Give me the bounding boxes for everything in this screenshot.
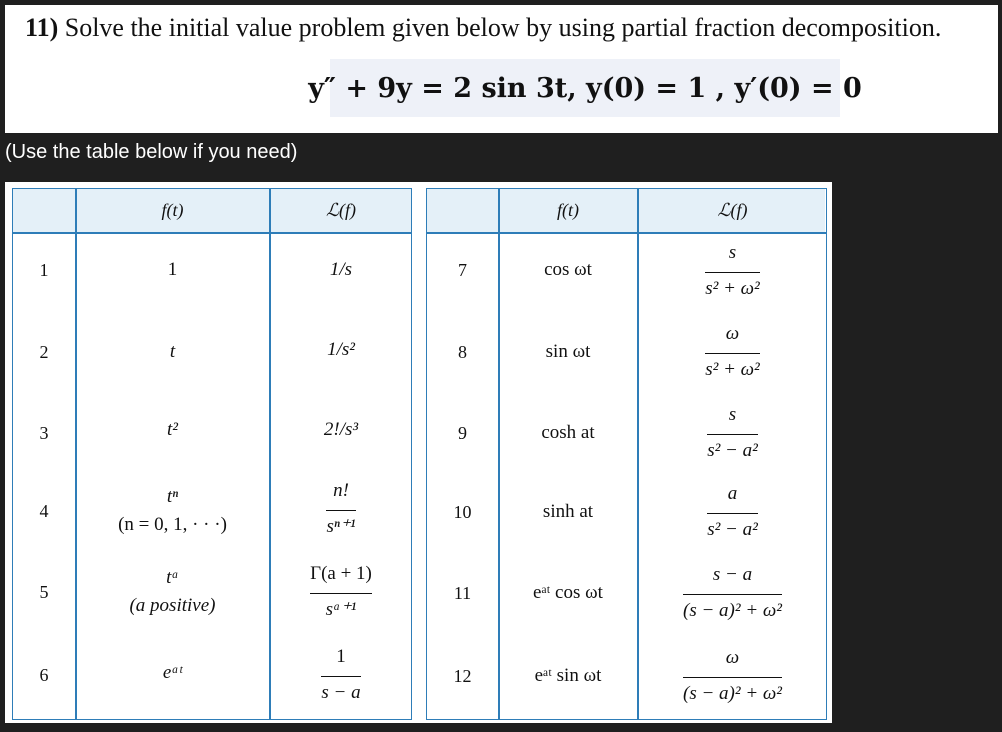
laplace-cell: [638, 558, 827, 628]
laplace-cell: [270, 412, 412, 448]
fraction-bar: [310, 593, 372, 594]
right-header-divider: [426, 232, 827, 234]
laplace-denominator: s² + ω²: [705, 358, 760, 380]
fraction-bar: [683, 594, 782, 595]
left-header-laplace: ℒ(f): [326, 200, 356, 220]
question-card: [5, 5, 998, 133]
laplace-denominator: (s − a)² + ω²: [683, 682, 782, 704]
f-main: tⁿ: [166, 486, 179, 508]
laplace-cell: [638, 319, 827, 385]
f-cell: t: [169, 341, 176, 362]
fraction-bar: [705, 353, 760, 354]
row-number: 8: [458, 341, 467, 362]
left-header-divider: [12, 232, 412, 234]
laplace-inline: 1/s²: [327, 339, 355, 360]
laplace-denominator: (s − a)² + ω²: [683, 599, 782, 621]
f-cell: eᵃᵗ cos ωt: [533, 582, 603, 603]
question-prompt: [25, 13, 941, 43]
laplace-cell: [638, 641, 827, 711]
f-note: (n = 0, 1, · · ·): [118, 514, 227, 535]
row-number: 10: [453, 501, 472, 522]
fraction-bar: [707, 434, 758, 435]
f-cell: sin ωt: [545, 341, 591, 362]
laplace-numerator: ω: [725, 322, 740, 344]
f-note: (a positive): [129, 595, 216, 616]
f-cell: cosh at: [541, 422, 595, 443]
laplace-numerator: Γ(a + 1): [310, 562, 372, 584]
laplace-numerator: s − a: [712, 563, 753, 585]
laplace-cell: [270, 252, 412, 288]
row-number: 1: [39, 259, 49, 280]
laplace-numerator: n!: [333, 479, 349, 501]
laplace-cell: [270, 474, 412, 544]
f-cell: 1: [167, 259, 178, 280]
laplace-cell: [270, 332, 412, 368]
laplace-denominator: sᵃ⁺¹: [325, 598, 357, 620]
question-number: 11): [25, 13, 59, 42]
fraction-bar: [707, 513, 758, 514]
laplace-numerator: a: [727, 482, 738, 504]
row-number: 6: [39, 664, 49, 685]
laplace-numerator: s: [728, 403, 737, 425]
laplace-cell: [638, 238, 827, 304]
laplace-denominator: sⁿ⁺¹: [326, 515, 356, 537]
question-text: Solve the initial value problem given below by using partial fraction decomposition.: [64, 13, 942, 42]
laplace-numerator: 1: [336, 645, 346, 667]
row-number: 7: [458, 259, 467, 280]
row-number: 2: [39, 341, 49, 362]
laplace-numerator: ω: [725, 646, 740, 668]
left-header-f: f(t): [161, 200, 184, 220]
laplace-cell: [638, 400, 827, 466]
laplace-table-panel: [5, 182, 832, 723]
right-header-laplace: ℒ(f): [717, 200, 748, 220]
laplace-denominator: s² − a²: [707, 439, 758, 461]
f-cell: t²: [167, 419, 178, 440]
laplace-inline: 1/s: [329, 259, 353, 280]
row-number: 11: [453, 582, 472, 603]
row-number: 3: [39, 422, 49, 443]
fraction-bar: [705, 272, 760, 273]
f-cell: [76, 478, 269, 544]
right-header-f: f(t): [557, 200, 579, 220]
fraction-bar: [683, 677, 782, 678]
laplace-cell: [270, 557, 412, 627]
laplace-cell: [638, 479, 827, 545]
row-number: 12: [453, 665, 472, 686]
fraction-bar: [321, 676, 360, 677]
equation: y″ + 9y = 2 sin 3t, y(0) = 1 , y′(0) = 0: [330, 59, 840, 117]
f-cell: cos ωt: [544, 259, 592, 280]
laplace-denominator: s² − a²: [707, 518, 758, 540]
hint-text: (Use the table below if you need): [5, 141, 298, 163]
laplace-cell: [270, 642, 412, 708]
f-cell: sinh at: [542, 501, 594, 522]
laplace-inline: 2!/s³: [323, 419, 359, 440]
laplace-denominator: s − a: [321, 681, 361, 703]
fraction-bar: [326, 510, 355, 511]
f-cell: eᵃᵗ: [162, 662, 183, 683]
laplace-denominator: s² + ω²: [705, 277, 760, 299]
f-main: tᵃ: [166, 567, 179, 589]
row-number: 9: [458, 422, 467, 443]
laplace-numerator: s: [728, 241, 737, 263]
row-number: 4: [39, 500, 49, 521]
f-cell: eᵃᵗ sin ωt: [534, 665, 602, 686]
row-number: 5: [39, 581, 49, 602]
f-cell: [76, 559, 269, 625]
